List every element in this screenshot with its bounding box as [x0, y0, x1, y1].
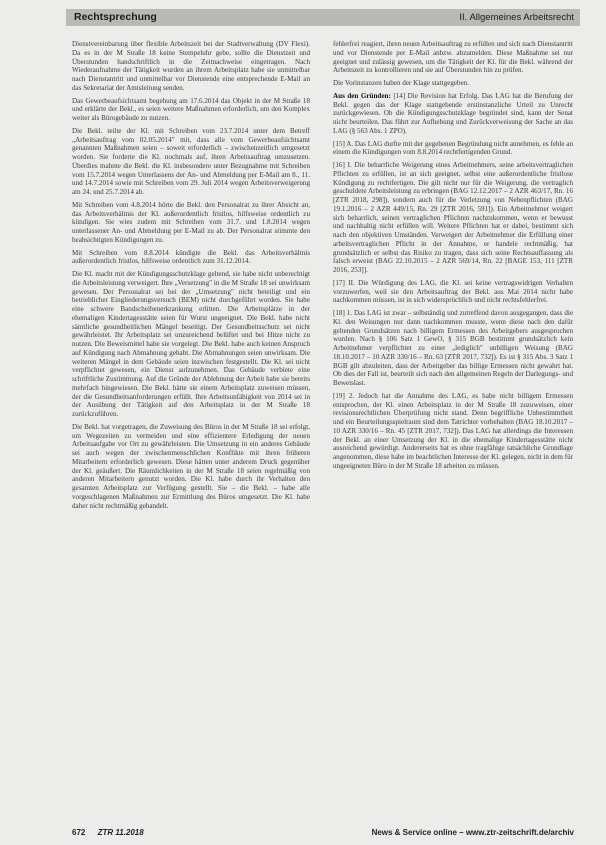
paragraph: Mit Schreiben vom 4.8.2014 hörte die Bekl. den Personalrat zu ihrer Absicht an, das Arbeitsverhältnis der Kl. außerordentlich fristlos, hilfsweise ordentlich zu kündigen. Sie wies zudem mit Schreiben vom 31.7. und 1.8.2014 wegen unterlassener An- und Abmeldung per E-Mail zu ab. Der Personalrat stimmte den beabsichtigten Kündigungen zu.: [72, 200, 310, 244]
footer-website-link[interactable]: News & Service online – www.ztr-zeitschrift.de/archiv: [371, 828, 574, 837]
paragraph: Das Gewerbeaufsichtsamt begehung am 17.6.2014 das Objekt in der M Straße 18 und erklärte der Bekl., es seien weitere Maßnahmen erforderlich, um den Komplex weiter als Bürogebäude zu nutzen.: [72, 96, 310, 122]
section-heading: Aus den Gründen:: [333, 91, 391, 100]
paragraph: Die Kl. macht mit der Kündigungsschutzklage geltend, sie habe nicht unberechtigt die Arbeitsleistung verweigert. Ihre „Versetzung" in die M Straße 18 sei unwirksam gewesen. Der Personalrat sei bei der „Umsetzung" nicht beteiligt und ein betrieblicher Eingliederungsversuch (BEM) nicht durchgeführt worden. Sie habe eine schwere Bandscheibenerkrankung erlitten. Die Arbeitsplätze in der ehemaligen Kindertagesstätte seien für Wurst ungeeignet. Die Bekl. habe nicht sämtliche gesundheitlichen Mängel beseitigt. Der Gesundheitsschutz sei nicht gewährleistet. Ihr Arbeitsplatz sei unzureichend belüftet und bei Hitze nicht zu nutzen. Die Beweismittel habe sie vorgelegt. Die Bekl. habe auch keinen Anspruch auf Kündigung nach Abmahnung gehabt. Die Abmahnungen seien unwirksam. Die weiteren Mängel in dem Gebäude seien inzwischen festgestellt. Die Kl. sei nicht verpflichtet gewesen, ein Dienst aufzunehmen. Das Gebäude verbiete eine schriftliche Zustimmung. Auf die Gründe der Ablehnung der Arbeit habe sie bereits mehrfach hingewiesen. Die Bekl. hätte sie einem Arbeitsplatz zuweisen müssen, der die Gesundheitsanforderungen erfüllt. Ihre Arbeitsunfähigkeit von 2014 sei in der Ausübung der Tätigkeit auf den Arbeitsplatz in der M Straße 18 zurückzuführen.: [72, 270, 310, 418]
right-column: [333, 40, 573, 820]
page-number: 672: [72, 828, 86, 837]
paragraph: [17] II. Die Würdigung des LAG, die Kl. sei keine vertragswidrigen Verhalten vorzuwerfen, weil sie den Arbeitsauftrag der Bekl. aus Mai 2014 nicht habe nachkommen müssen, ist in sich widersprüchlich und nicht rechtsfehlerfrei.: [333, 278, 573, 305]
footer-left: [72, 828, 144, 837]
left-column: [72, 40, 310, 820]
paragraph: Mit Schreiben vom 8.8.2014 kündigte die Bekl. das Arbeitsverhältnis außerordentlich fristlos, hilfsweise ordentlich zum 31.12.2014.: [72, 248, 310, 266]
page-header: [0, 0, 606, 30]
paragraph-with-heading: [333, 92, 573, 136]
paragraph: Die Vorinstanzen haben der Klage stattgegeben.: [333, 79, 470, 87]
paragraph: Die Bekl. hat vorgetragen, die Zuweisung des Büros in der M Straße 18 sei erfolgt, um Wegezeiten zu vermeiden und eine effizientere Erledigung der neuen Arbeitsaufgabe vor Ort zu gewährleisten. Die Umsetzung in ein anderes Gebäude sei auch wegen der zwischenmenschlichen Konflikte mit ihren früheren Mitarbeitern erforderlich gewesen. Diese hätten unter anderem Druck gegenüber der Kl. geäußert. Die Räumlichkeiten in der M Straße 18 seien regelmäßig von anderen Mitarbeitern genutzt worden. Die Kl. habe durch ihr Verhalten den gesamten Arbeitsplatz zur Verfügung gestellt. Sie – die Bekl. – habe alle vorgeschlagenen Maßnahmen zur Ermittlung des Büros umgesetzt. Die Kl. habe daher nicht rechtmäßig gehandelt.: [72, 422, 310, 510]
paragraph: fehlerfrei reagiert, ihren neuen Arbeitsauftrag zu erfüllen und sich nach Dienstantritt und vor Dienstende per E-Mail anbzw. abzumelden. Diese Maßnahme sei nur geeignet und zulässig gewesen, um die Tätigkeit der Kl. für die Bekl. während der Arbeitszeit zu kontrollieren und sie auf Überstunden hin zu prüfen.: [333, 40, 573, 75]
paragraph: [16] I. Die beharrliche Weigerung eines Arbeitnehmers, seine arbeitsvertraglichen Pflichten zu erfüllen, ist an sich geeignet, selbst eine außerordentliche fristlose Kündigung zu rechtfertigen. Die gilt nicht nur für die Weigerung, die vertraglich geschuldete Arbeitsleistung zu erbringen (BAG 12.12.2017 – 2 AZR 463/17, Rn. 16 [ZTR 2018, 298]), sondern auch für die Verletzung von Nebenpflichten (BAG 19.1.2016 – 2 AZR 449/15, Rn. 29 [ZTR 2016, 591]). Ein Arbeitnehmer weigert sich beharrlich, seinen vertraglichen Pflichten nachzukommen, wenn er bewusst und nachhaltig nicht erfüllen will. Weitere Pflichten hat er dabei, bestimmt sich nach den objektiven Umständen. Verweigert der Arbeitnehmer die Erfüllung einer arbeitsvertraglichen Pflicht in der Annahme, er handele rechtmäßig, hat grundsätzlich er selbst das Risiko zu tragen, dass sich seine Rechtsauffassung als falsch erweist (BAG 22.10.2015 – 2 AZR 569/14, Rn. 22 [BAGE 153, 111 [ZTR 2016, 253]].: [333, 161, 573, 274]
paragraph-text: [14] Die Revision hat Erfolg. Das LAG hat die Berufung der Bekl. gegen das der Klage stattgebende erstinstanzliche Urteil zu Unrecht zurückgewiesen. Ob die Kündigungsschutzklage begründet sind, kann der Senat nicht beurteilen. Das führt zur Aufhebung und Zurückverweisung der Sache an das LAG (§ 563 Abs. 1 ZPO).: [333, 91, 573, 135]
paragraph: Dienstvereinbarung über flexible Arbeitszeit bei der Stadtverwaltung (DV Flexi). Da es in der M Straße 18 keine Stempeluhr gebe, sollte die Dienstzeit und Überstunden handschriftlich in die Zeitnachweise eingetragen. Nach Wiederaufnahme der Tätigkeit wurden an ihrem Arbeitsplatz habe sie unmittelbar nach Dienstantritt und unmittelbar vor Dienstende eine entsprechende E-Mail an das Sekretariat der Amtsleitung senden.: [72, 40, 310, 92]
paragraph: [18] 1. Das LAG ist zwar – selbständig und zutreffend davon ausgegangen, dass die Kl. den Weisungen nur dann nachkommen musste, wenn diese nach den dafür geltenden Grundsätzen nach billigem Ermessen des Arbeitgebers ausgesprochen wurden. Nach § 106 Satz 1 GewO, § 315 BGB bestimmt grundsätzlich kein Arbeitnehmer verpflichtet zu einer „lediglich" unbilligen Weisung (BAG 18.10.2017 – 10 AZR 330/16 – Rn. 63 [ZTR 2017, 732]). Es ist § 315 Abs. 3 Satz 1 BGB gilt abzuleiten, dass der Arbeitgeber das billige Ermessen nicht gewahrt hat. Ob dies der Fall ist, beurteilt sich nach den allgemeinen Regeln der Darlegungs- und Beweislast.: [333, 309, 573, 387]
subsection-title: II. Allgemeines Arbeitsrecht: [459, 12, 574, 23]
section-title: Rechtsprechung: [74, 11, 157, 23]
journal-issue: ZTR 11.2018: [97, 828, 144, 837]
page-footer: [0, 828, 606, 842]
paragraph: [19] 2. Jedoch hat die Annahme des LAG, es habe nicht billigem Ermessen entsprochen, der Kl. einen Arbeitsplatz in der M Straße 18 zuzuweisen, einer revisionsrechtlichen Überprüfung nicht stand. Denn begriffliche Unbestimmtheit und ein Beurteilungsspielraum sind dem Tatrichter vorbehalten (BAG 18.10.2017 – 10 AZR 330/16 – Rn. 45 [ZTR 2017, 732]). Das LAG hat allerdings die Interessen der Bekl. an einer Umsetzung der Kl. in die ehemalige Kindertagesstätte nicht ausreichend gewürdigt. Andererseits hat es ohne tragfähige tatsächliche Grundlage angenommen, diese habe im beachtlichen Interesse der Kl. gelegen, nicht in dem für ungeeigneten Büro in der M Straße 18 arbeiten zu müssen.: [333, 391, 573, 470]
paragraph: Die Bekl. teilte der Kl. mit Schreiben vom 23.7.2014 unter dem Betreff „Arbeitsauftrag vom 02.05.2014" mit, dass alle vom Gewerbeaufsichtsamt genannten Maßnahmen seien – soweit erforderlich – zwischenzeitlich umgesetzt worden. Sie forderte die Kl. nochmals auf, ihren Arbeitsauftrag umzusetzen. Überdies mahnte die Bekl. die Kl. insbesondere unter Bezugnahme mit Schreiben vom 15.7.2014 wegen Unterlassens der An- und Abmeldung per E-Mail am 8., 11. und 14.7.2014 sowie mit Schreiben vom 29. Juli 2014 wegen Arbeitsverweigerung am 24. und 25.7.2014 ab.: [72, 126, 310, 196]
paragraph: [15] A. Das LAG durfte mit der gegebenen Begründung nicht annehmen, es fehle an einem die Kündigungen vom 8.8.2014 rechtfertigenden Grund.: [333, 139, 573, 157]
